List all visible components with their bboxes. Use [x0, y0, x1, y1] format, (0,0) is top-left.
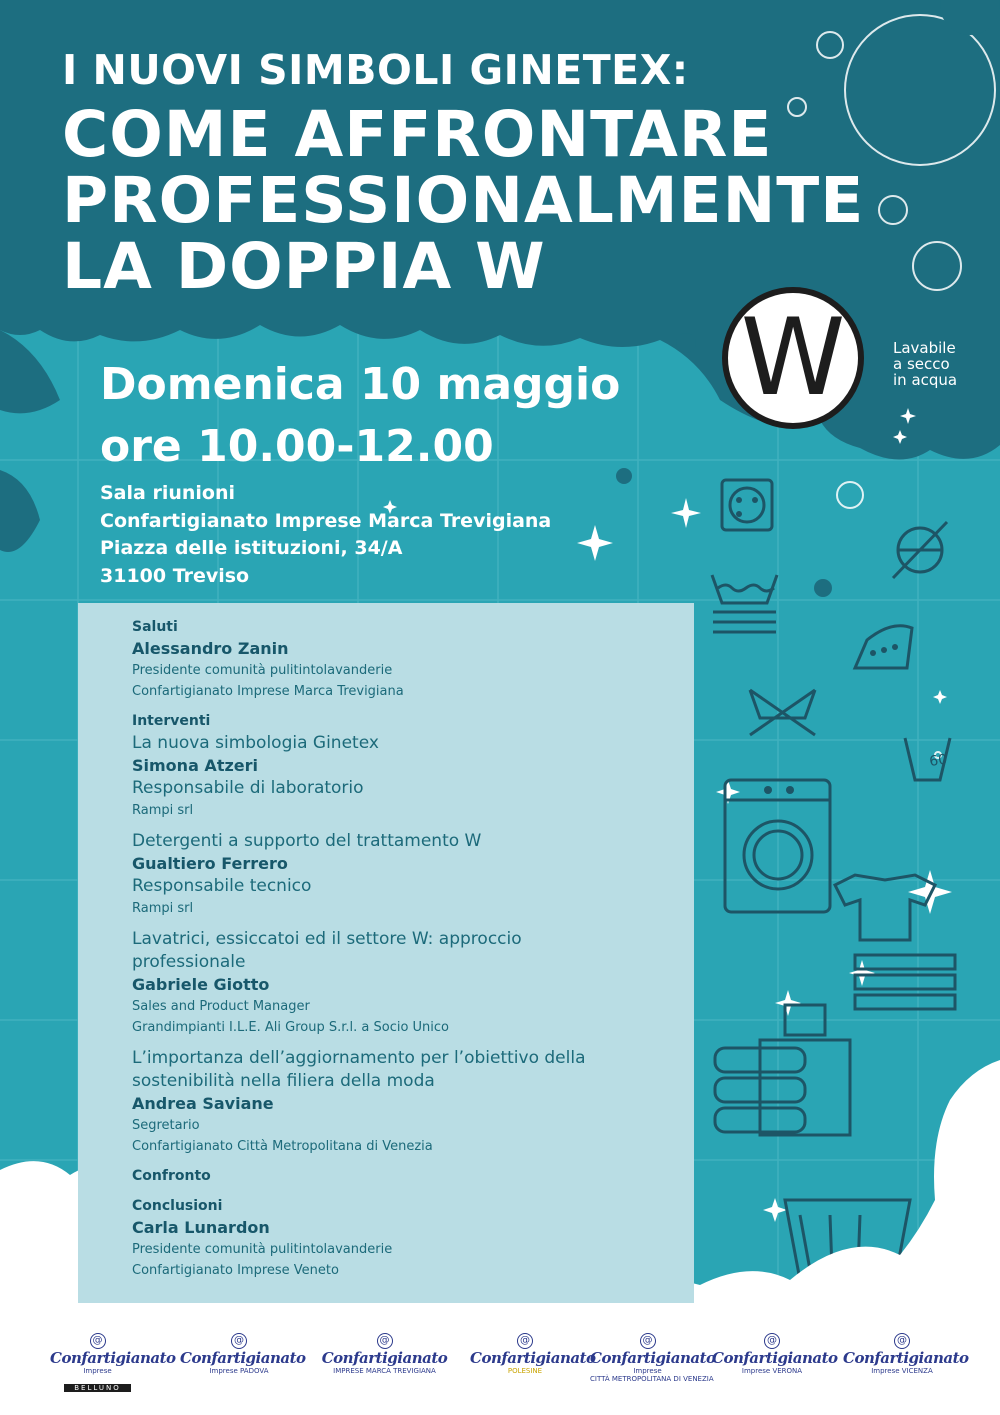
- venue-line: Confartigianato Imprese Marca Trevigiana: [100, 509, 552, 532]
- logo-sub: Imprese: [633, 1367, 662, 1375]
- logo-padova: [180, 1328, 306, 1375]
- logo-brand: Confartigianato: [180, 1349, 306, 1367]
- title-line-2: COME AFFRONTARE: [62, 98, 773, 171]
- talk-title: sostenibilità nella filiera della moda: [132, 1071, 435, 1091]
- speaker-name: Andrea Saviane: [132, 1094, 274, 1113]
- venue-line: Piazza delle istituzioni, 34/A: [100, 537, 403, 559]
- speaker-role: Presidente comunità pulitintolavanderie: [132, 1242, 393, 1257]
- event-date: Domenica 10 maggio: [100, 359, 621, 410]
- logo-sub: Imprese PADOVA: [209, 1367, 269, 1375]
- venue-line: Sala riunioni: [100, 482, 235, 504]
- speaker-org: Grandimpianti I.L.E. Ali Group S.r.l. a Socio Unico: [132, 1020, 450, 1035]
- logo-tag: BELLUNO: [64, 1384, 131, 1392]
- logo-marca-trevigiana: [312, 1328, 457, 1375]
- sponsor-logos: [0, 1318, 1000, 1415]
- title-block: [62, 98, 865, 303]
- at-sign-icon: @: [377, 1333, 393, 1349]
- speaker-org: Rampi srl: [132, 901, 194, 916]
- logo-vicenza: [843, 1328, 969, 1375]
- speaker-name: Gabriele Giotto: [132, 975, 270, 994]
- logo-brand: Confartigianato: [470, 1349, 596, 1367]
- svg-text:60: 60: [928, 751, 949, 770]
- symbol-caption: [893, 340, 957, 388]
- speaker-org: Confartigianato Imprese Veneto: [132, 1263, 339, 1278]
- venue-line: 31100 Treviso: [100, 564, 250, 587]
- logo-polesine: [470, 1328, 596, 1375]
- title-line-3: PROFESSIONALMENTE: [62, 164, 865, 237]
- section-interventi: Interventi: [132, 713, 211, 729]
- talk-title: professionale: [132, 952, 246, 972]
- speaker-name: Gualtiero Ferrero: [132, 854, 288, 873]
- w-letter: W: [740, 296, 846, 419]
- at-sign-icon: @: [894, 1333, 910, 1349]
- logo-belluno: [50, 1328, 176, 1394]
- logo-sub: Imprese VICENZA: [871, 1367, 933, 1375]
- at-sign-icon: @: [764, 1333, 780, 1349]
- section-confronto: Confronto: [132, 1168, 211, 1184]
- speaker-role: Presidente comunità pulitintolavanderie: [132, 663, 393, 678]
- speaker-name: Simona Atzeri: [132, 756, 258, 775]
- logo-tag: CITTÀ METROPOLITANA DI VENEZIA: [590, 1375, 714, 1383]
- logo-sub: IMPRESE MARCA TREVIGIANA: [333, 1367, 436, 1375]
- talk-title: La nuova simbologia Ginetex: [132, 733, 379, 753]
- section-conclusioni: Conclusioni: [132, 1198, 223, 1214]
- symbol-caption-line: in acqua: [893, 371, 958, 389]
- symbol-caption-line: Lavabile: [893, 339, 956, 357]
- logo-sub: Imprese: [83, 1367, 112, 1375]
- speaker-role: Sales and Product Manager: [132, 999, 310, 1014]
- speaker-org: Rampi srl: [132, 803, 194, 818]
- logo-brand: Confartigianato: [50, 1349, 176, 1367]
- title-line-4: LA DOPPIA W: [62, 230, 546, 303]
- at-sign-icon: @: [231, 1333, 247, 1349]
- logo-brand: Confartigianato: [321, 1349, 448, 1367]
- title-line-1: I NUOVI SIMBOLI GINETEX:: [62, 46, 689, 94]
- logo-brand: Confartigianato: [843, 1349, 969, 1367]
- logo-brand: Confartigianato: [590, 1349, 716, 1367]
- talk-title: Detergenti a supporto del trattamento W: [132, 831, 482, 851]
- talk-title: Lavatrici, essiccatoi ed il settore W: approccio: [132, 929, 522, 949]
- speaker-name: Carla Lunardon: [132, 1218, 270, 1237]
- program-list: [132, 617, 692, 1281]
- logo-verona: [712, 1328, 838, 1375]
- logo-sub: Imprese VERONA: [741, 1367, 803, 1375]
- at-sign-icon: @: [90, 1333, 106, 1349]
- speaker-role: Responsabile di laboratorio: [132, 778, 364, 798]
- event-time: ore 10.00-12.00: [100, 421, 494, 472]
- wet-cleaning-symbol: [722, 287, 864, 429]
- at-sign-icon: @: [640, 1333, 656, 1349]
- event-datetime: [100, 354, 620, 478]
- speaker-org: Confartigianato Imprese Marca Trevigiana: [132, 684, 404, 699]
- logo-sub: POLESINE: [507, 1367, 543, 1375]
- logo-venezia: [590, 1328, 716, 1383]
- section-saluti: Saluti: [132, 619, 178, 635]
- at-sign-icon: @: [517, 1333, 533, 1349]
- logo-brand: Confartigianato: [712, 1349, 838, 1367]
- speaker-org: Confartigianato Città Metropolitana di Venezia: [132, 1139, 433, 1154]
- venue-block: [100, 480, 551, 590]
- symbol-caption-line: a secco: [893, 355, 950, 373]
- speaker-name: Alessandro Zanin: [132, 639, 289, 658]
- speaker-role: Segretario: [132, 1118, 200, 1133]
- talk-title: L’importanza dell’aggiornamento per l’obiettivo della: [132, 1048, 586, 1068]
- speaker-role: Responsabile tecnico: [132, 876, 312, 896]
